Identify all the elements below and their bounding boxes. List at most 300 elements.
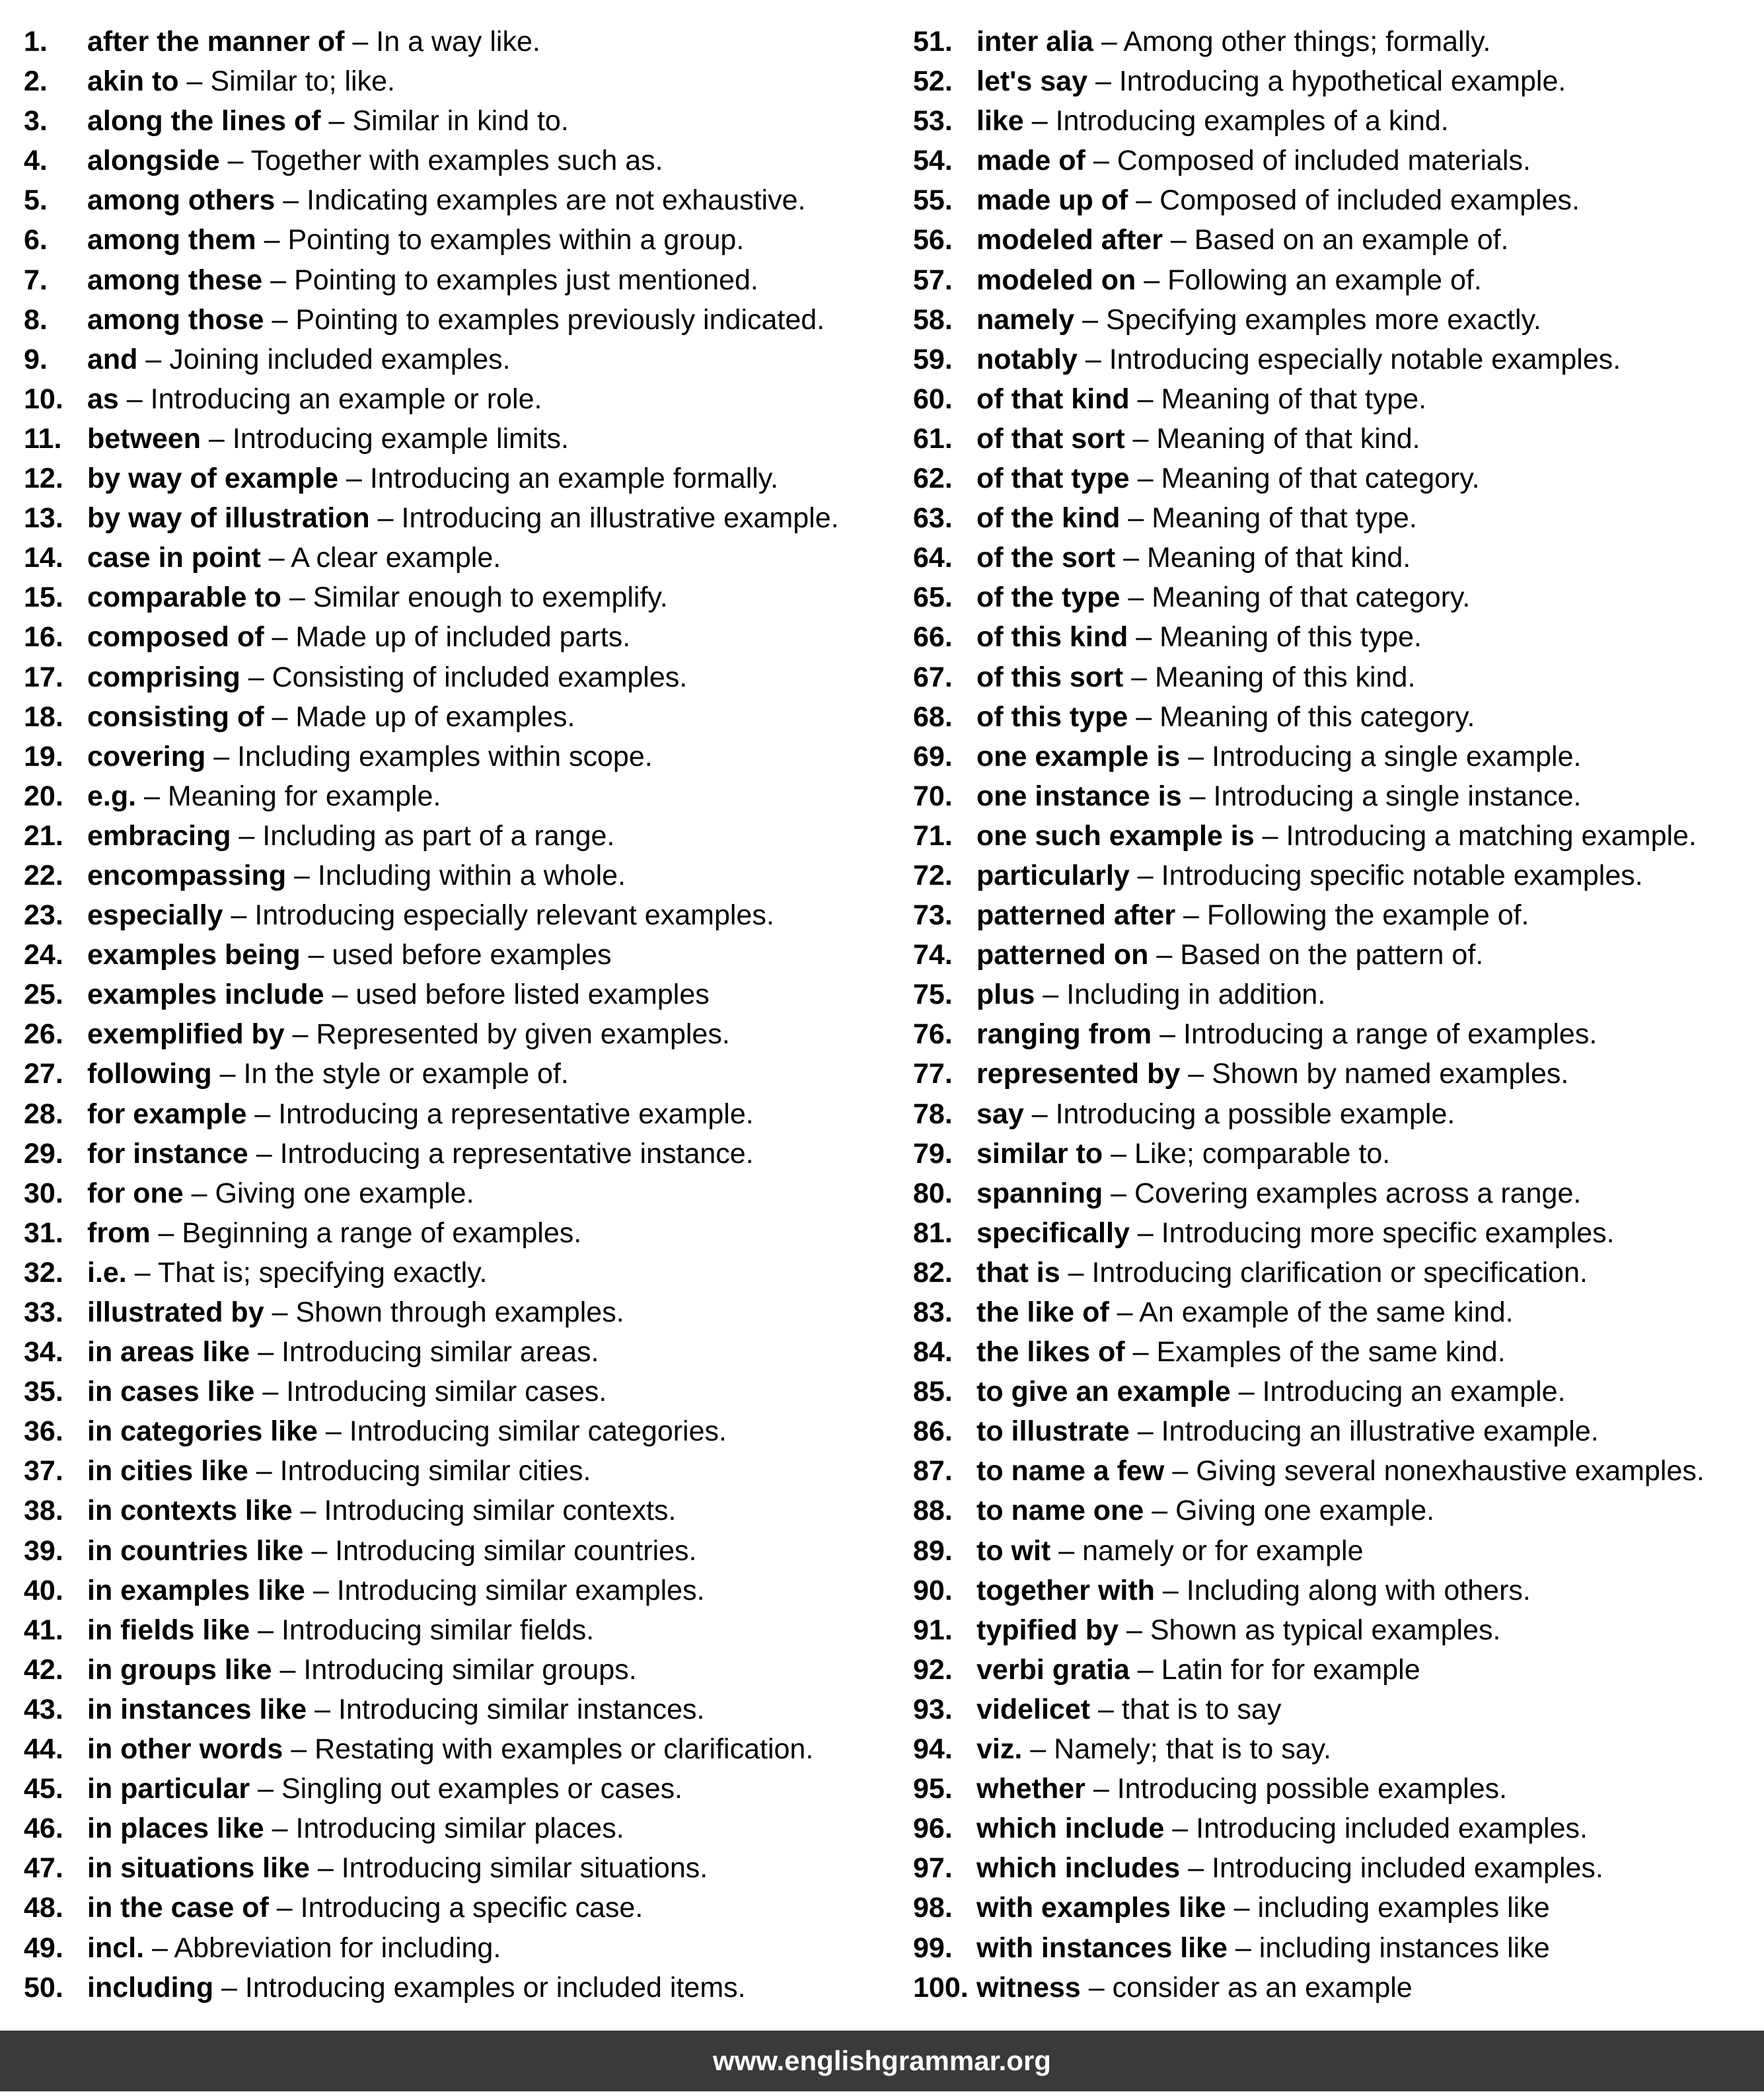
item-definition: Like; comparable to.	[1134, 1137, 1391, 1170]
list-item	[913, 617, 1705, 657]
list-item	[913, 1094, 1705, 1134]
item-term: of the kind	[976, 502, 1121, 535]
item-definition: Introducing similar examples.	[336, 1574, 705, 1606]
item-definition: Introducing an example formally.	[369, 463, 779, 495]
item-term: plus	[976, 979, 1035, 1011]
list-item	[24, 1650, 839, 1690]
list-item	[24, 1094, 839, 1134]
item-dash: –	[1233, 1892, 1250, 1924]
item-term: of this sort	[976, 661, 1124, 693]
item-number: 79.	[913, 1137, 953, 1170]
item-number: 74.	[913, 939, 953, 971]
item-number: 68.	[913, 700, 953, 733]
item-number: 90.	[913, 1574, 953, 1606]
list-item	[24, 578, 839, 617]
item-term: in examples like	[87, 1574, 305, 1606]
item-number: 20.	[24, 780, 63, 812]
item-definition: Introducing similar instances.	[338, 1693, 705, 1725]
list-item	[913, 1968, 1705, 2007]
item-term: in situations like	[87, 1852, 310, 1885]
item-dash: –	[1111, 1177, 1126, 1209]
item-term: to give an example	[976, 1376, 1231, 1408]
item-number: 63.	[913, 502, 953, 535]
item-dash: –	[1188, 1058, 1204, 1090]
item-definition: Namely; that is to say.	[1054, 1733, 1331, 1766]
list-item	[24, 538, 839, 578]
list-item	[24, 419, 839, 459]
item-dash: –	[258, 1336, 274, 1368]
item-definition: Introducing more specific examples.	[1161, 1217, 1615, 1249]
item-term: modeled after	[976, 224, 1163, 256]
item-number: 36.	[24, 1415, 63, 1448]
item-definition: Introducing a single example.	[1212, 740, 1582, 772]
item-dash: –	[1136, 184, 1152, 217]
item-number: 71.	[913, 819, 953, 852]
item-definition: Including in addition.	[1066, 979, 1326, 1011]
item-dash: –	[1162, 1574, 1179, 1606]
item-number: 11.	[24, 422, 62, 455]
item-term: embracing	[87, 819, 231, 852]
item-term: particularly	[976, 859, 1130, 891]
item-term: in areas like	[87, 1336, 250, 1368]
item-dash: –	[219, 1058, 236, 1090]
list-item	[24, 1888, 839, 1928]
item-term: for example	[87, 1098, 247, 1130]
item-dash: –	[126, 383, 143, 415]
item-term: let's say	[976, 65, 1088, 98]
item-number: 44.	[24, 1733, 63, 1766]
item-definition: Made up of included parts.	[295, 621, 631, 654]
item-definition: Shown through examples.	[295, 1296, 624, 1328]
item-definition: Meaning of this category.	[1159, 700, 1475, 733]
list-item	[913, 1610, 1705, 1650]
item-dash: –	[1235, 1931, 1251, 1964]
item-term: among them	[87, 224, 256, 256]
item-number: 29.	[24, 1137, 63, 1170]
item-dash: –	[328, 105, 345, 137]
item-dash: –	[145, 343, 162, 375]
item-number: 59.	[913, 343, 953, 375]
item-number: 33.	[24, 1296, 63, 1328]
item-number: 61.	[913, 422, 953, 455]
item-dash: –	[1159, 1018, 1176, 1051]
item-number: 53.	[913, 105, 953, 137]
item-dash: –	[1137, 859, 1154, 891]
item-term: in other words	[87, 1733, 283, 1766]
item-definition: Introducing examples of a kind.	[1055, 105, 1449, 137]
list-item	[913, 856, 1705, 895]
item-number: 99.	[913, 1931, 953, 1964]
item-number: 62.	[913, 463, 953, 495]
item-term: covering	[87, 740, 206, 772]
item-term: one instance is	[976, 780, 1182, 812]
item-definition: Including along with others.	[1186, 1574, 1531, 1606]
item-definition: Beginning a range of examples.	[182, 1217, 582, 1249]
item-term: whether	[976, 1773, 1085, 1805]
item-definition: Made up of examples.	[295, 700, 575, 733]
item-dash: –	[1137, 1415, 1154, 1448]
item-definition: Giving several nonexhaustive examples.	[1196, 1455, 1705, 1487]
list-item	[24, 1809, 839, 1848]
list-item	[24, 816, 839, 856]
item-dash: –	[1132, 1336, 1149, 1368]
footer-website-url: www.englishgrammar.org	[713, 2045, 1051, 2076]
item-dash: –	[221, 1971, 237, 2004]
item-definition: Shown by named examples.	[1212, 1058, 1569, 1090]
item-number: 14.	[24, 542, 63, 574]
item-definition: Introducing especially relevant examples.	[254, 899, 774, 932]
item-term: together with	[976, 1574, 1155, 1606]
list-item	[913, 1134, 1705, 1174]
item-term: the likes of	[976, 1336, 1125, 1368]
item-dash: –	[1152, 1495, 1168, 1527]
item-term: of that type	[976, 463, 1130, 495]
item-definition: Introducing examples or included items.	[244, 1971, 746, 2004]
item-number: 50.	[24, 1971, 63, 2004]
item-number: 38.	[24, 1495, 63, 1527]
list-item	[913, 697, 1705, 737]
list-item	[24, 101, 839, 141]
list-item	[913, 1729, 1705, 1769]
item-number: 76.	[913, 1018, 953, 1051]
item-number: 48.	[24, 1892, 63, 1924]
list-item	[913, 180, 1705, 220]
item-number: 25.	[24, 979, 63, 1011]
item-number: 94.	[913, 1733, 953, 1766]
item-dash: –	[291, 1733, 307, 1766]
item-number: 1.	[24, 26, 48, 57]
item-definition: In the style or example of.	[243, 1058, 569, 1090]
list-item	[24, 1332, 839, 1372]
item-definition: Introducing similar places.	[295, 1813, 624, 1845]
item-dash: –	[1123, 542, 1140, 574]
list-item	[24, 180, 839, 220]
item-term: following	[87, 1058, 212, 1090]
list-item	[913, 975, 1705, 1014]
item-term: from	[87, 1217, 151, 1249]
list-item	[913, 1531, 1705, 1571]
item-definition: Introducing a single instance.	[1213, 780, 1582, 812]
item-definition: Meaning of that type.	[1152, 502, 1417, 535]
item-definition: Restating with examples or clarification.	[314, 1733, 814, 1766]
item-definition: Pointing to examples previously indicated.	[295, 303, 825, 336]
item-term: alongside	[87, 145, 220, 177]
item-definition: Following the example of.	[1206, 899, 1529, 932]
item-term: made up of	[976, 184, 1128, 217]
item-term: viz.	[976, 1733, 1023, 1766]
item-term: illustrated by	[87, 1296, 264, 1328]
list-item	[24, 340, 839, 379]
item-number: 18.	[24, 700, 63, 733]
item-term: in fields like	[87, 1614, 250, 1646]
item-dash: –	[1058, 1534, 1075, 1567]
item-dash: –	[1170, 224, 1187, 256]
item-definition: Examples of the same kind.	[1156, 1336, 1506, 1368]
item-term: as	[87, 383, 119, 415]
item-number: 67.	[913, 661, 953, 693]
item-term: of the sort	[976, 542, 1116, 574]
list-item	[913, 1491, 1705, 1530]
item-term: comprising	[87, 661, 240, 693]
item-dash: –	[144, 780, 160, 812]
item-number: 100.	[913, 1971, 969, 2004]
item-dash: –	[352, 26, 369, 57]
item-number: 86.	[913, 1415, 953, 1448]
item-number: 54.	[913, 145, 953, 177]
item-number: 42.	[24, 1653, 63, 1686]
item-definition: Including within a whole.	[317, 859, 626, 891]
item-number: 17.	[24, 661, 63, 693]
item-term: namely	[976, 303, 1075, 336]
list-item	[913, 1054, 1705, 1094]
item-definition: Pointing to examples just mentioned.	[294, 264, 758, 296]
item-dash: –	[1088, 1971, 1105, 2004]
item-definition: Introducing clarification or specification.	[1091, 1256, 1588, 1289]
item-dash: –	[1030, 1733, 1047, 1766]
list-item	[24, 1174, 839, 1213]
list-item	[913, 498, 1705, 538]
item-dash: –	[1128, 502, 1144, 535]
list-item	[24, 1928, 839, 1968]
item-number: 49.	[24, 1931, 63, 1964]
item-number: 30.	[24, 1177, 63, 1209]
item-term: of this kind	[976, 621, 1128, 654]
list-item	[913, 1253, 1705, 1293]
item-definition: Shown as typical examples.	[1150, 1614, 1501, 1646]
item-number: 22.	[24, 859, 63, 891]
item-definition: Introducing similar situations.	[341, 1852, 708, 1885]
item-number: 35.	[24, 1376, 63, 1408]
list-item	[24, 1690, 839, 1729]
item-dash: –	[1172, 1455, 1189, 1487]
item-term: that is	[976, 1256, 1060, 1289]
item-term: the like of	[976, 1296, 1109, 1328]
list-item	[913, 1769, 1705, 1809]
item-number: 6.	[24, 224, 48, 256]
item-term: one example is	[976, 740, 1181, 772]
item-definition: Including examples within scope.	[237, 740, 653, 772]
list-item	[24, 1531, 839, 1571]
item-dash: –	[272, 1296, 288, 1328]
item-term: in the case of	[87, 1892, 269, 1924]
list-item	[913, 737, 1705, 776]
item-dash: –	[213, 740, 230, 772]
item-definition: Composed of included examples.	[1159, 184, 1580, 217]
item-dash: –	[1137, 1653, 1154, 1686]
list-item	[913, 657, 1705, 697]
item-number: 43.	[24, 1693, 63, 1725]
list-item	[913, 895, 1705, 935]
list-item	[24, 1372, 839, 1411]
item-term: represented by	[976, 1058, 1181, 1090]
item-term: to name one	[976, 1495, 1144, 1527]
item-dash: –	[239, 819, 255, 852]
item-dash: –	[1137, 1217, 1154, 1249]
item-term: examples include	[87, 979, 324, 1011]
list-item	[913, 1690, 1705, 1729]
item-term: along the lines of	[87, 105, 321, 137]
item-number: 64.	[913, 542, 953, 574]
item-number: 40.	[24, 1574, 63, 1606]
list-item	[913, 379, 1705, 419]
item-number: 97.	[913, 1852, 953, 1885]
item-number: 88.	[913, 1495, 953, 1527]
item-number: 39.	[24, 1534, 63, 1567]
item-definition: Introducing specific notable examples.	[1161, 859, 1643, 891]
item-number: 80.	[913, 1177, 953, 1209]
item-number: 5.	[24, 184, 48, 217]
item-definition: Introducing similar categories.	[349, 1415, 727, 1448]
list-item	[24, 737, 839, 776]
item-dash: –	[186, 65, 203, 98]
item-definition: Introducing included examples.	[1212, 1852, 1603, 1885]
item-term: especially	[87, 899, 223, 932]
item-dash: –	[158, 1217, 174, 1249]
item-number: 52.	[913, 65, 953, 98]
item-dash: –	[268, 542, 285, 574]
list-item	[24, 856, 839, 895]
item-term: and	[87, 343, 138, 375]
item-term: i.e.	[87, 1256, 127, 1289]
item-number: 23.	[24, 899, 63, 932]
list-item	[24, 935, 839, 975]
item-definition: Joining included examples.	[169, 343, 511, 375]
item-dash: –	[314, 1693, 331, 1725]
item-term: consisting of	[87, 700, 264, 733]
list-item	[913, 1014, 1705, 1054]
item-definition: Introducing similar cases.	[286, 1376, 607, 1408]
item-term: by way of illustration	[87, 502, 370, 535]
item-definition: Meaning of that type.	[1161, 383, 1427, 415]
item-number: 81.	[913, 1217, 953, 1249]
list-item	[913, 419, 1705, 459]
list-item	[24, 1769, 839, 1809]
item-dash: –	[134, 1256, 151, 1289]
item-dash: –	[1136, 621, 1152, 654]
item-term: with examples like	[976, 1892, 1226, 1924]
list-item	[913, 1174, 1705, 1213]
item-term: one such example is	[976, 819, 1255, 852]
item-dash: –	[1111, 1137, 1127, 1170]
item-dash: –	[1262, 819, 1278, 852]
item-number: 9.	[24, 343, 48, 375]
item-number: 15.	[24, 581, 63, 614]
item-dash: –	[332, 979, 348, 1011]
item-number: 70.	[913, 780, 953, 812]
item-term: for instance	[87, 1137, 248, 1170]
item-number: 87.	[913, 1455, 953, 1487]
item-dash: –	[1031, 1098, 1048, 1130]
item-definition: Latin for for example	[1161, 1653, 1420, 1686]
item-number: 51.	[913, 26, 953, 57]
item-term: of that sort	[976, 422, 1125, 455]
item-term: incl.	[87, 1931, 145, 1964]
item-dash: –	[258, 1773, 274, 1805]
item-number: 95.	[913, 1773, 953, 1805]
list-item	[913, 300, 1705, 340]
item-dash: –	[1098, 1693, 1114, 1725]
item-term: modeled on	[976, 264, 1136, 296]
item-number: 13.	[24, 502, 63, 535]
item-number: 58.	[913, 303, 953, 336]
item-definition: Introducing a representative instance.	[279, 1137, 754, 1170]
list-item	[24, 1213, 839, 1253]
item-definition: Introducing a specific case.	[300, 1892, 643, 1924]
item-term: of the type	[976, 581, 1121, 614]
item-dash: –	[1043, 979, 1059, 1011]
item-dash: –	[294, 859, 310, 891]
list-item	[24, 1134, 839, 1174]
item-term: notably	[976, 343, 1078, 375]
item-dash: –	[1172, 1813, 1189, 1845]
item-number: 19.	[24, 740, 63, 772]
item-dash: –	[1095, 65, 1111, 98]
list-item	[913, 1411, 1705, 1451]
list-item	[913, 1293, 1705, 1332]
item-definition: That is; specifying exactly.	[157, 1256, 488, 1289]
footer-banner	[0, 2031, 1764, 2091]
item-number: 73.	[913, 899, 953, 932]
item-number: 28.	[24, 1098, 63, 1130]
item-definition: Introducing an illustrative example.	[401, 502, 839, 535]
list-item	[913, 1571, 1705, 1610]
item-dash: –	[272, 303, 288, 336]
list-item	[913, 1809, 1705, 1848]
item-number: 65.	[913, 581, 953, 614]
item-term: including	[87, 1971, 214, 2004]
item-dash: –	[1189, 780, 1206, 812]
list-item	[24, 657, 839, 697]
item-definition: Introducing similar cities.	[279, 1455, 591, 1487]
item-number: 27.	[24, 1058, 63, 1090]
item-dash: –	[311, 1534, 328, 1567]
item-dash: –	[346, 463, 362, 495]
item-definition: Meaning of that category.	[1161, 463, 1480, 495]
item-dash: –	[191, 1177, 207, 1209]
item-dash: –	[1093, 145, 1109, 177]
list-item	[913, 340, 1705, 379]
item-term: between	[87, 422, 202, 455]
item-dash: –	[1085, 343, 1101, 375]
list-item	[913, 538, 1705, 578]
item-dash: –	[325, 1415, 342, 1448]
item-definition: Together with examples such as.	[250, 145, 663, 177]
item-term: in groups like	[87, 1653, 272, 1686]
list-item	[24, 1848, 839, 1888]
item-number: 82.	[913, 1256, 953, 1289]
item-definition: used before examples	[332, 939, 612, 971]
item-dash: –	[256, 1455, 272, 1487]
item-definition: Meaning for example.	[167, 780, 441, 812]
item-term: specifically	[976, 1217, 1130, 1249]
item-number: 12.	[24, 463, 63, 495]
item-definition: Introducing a hypothetical example.	[1119, 65, 1566, 98]
list-item	[24, 498, 839, 538]
list-item	[913, 260, 1705, 300]
item-term: in places like	[87, 1813, 264, 1845]
item-number: 21.	[24, 819, 63, 852]
list-item	[24, 617, 839, 657]
item-term: to illustrate	[976, 1415, 1130, 1448]
item-definition: Consisting of included examples.	[272, 661, 688, 693]
item-number: 24.	[24, 939, 63, 971]
item-term: of this type	[976, 700, 1128, 733]
item-definition: Similar to; like.	[210, 65, 395, 98]
list-item	[913, 776, 1705, 816]
item-number: 92.	[913, 1653, 953, 1686]
item-definition: Introducing a representative example.	[278, 1098, 754, 1130]
item-definition: Introducing similar fields.	[281, 1614, 595, 1646]
